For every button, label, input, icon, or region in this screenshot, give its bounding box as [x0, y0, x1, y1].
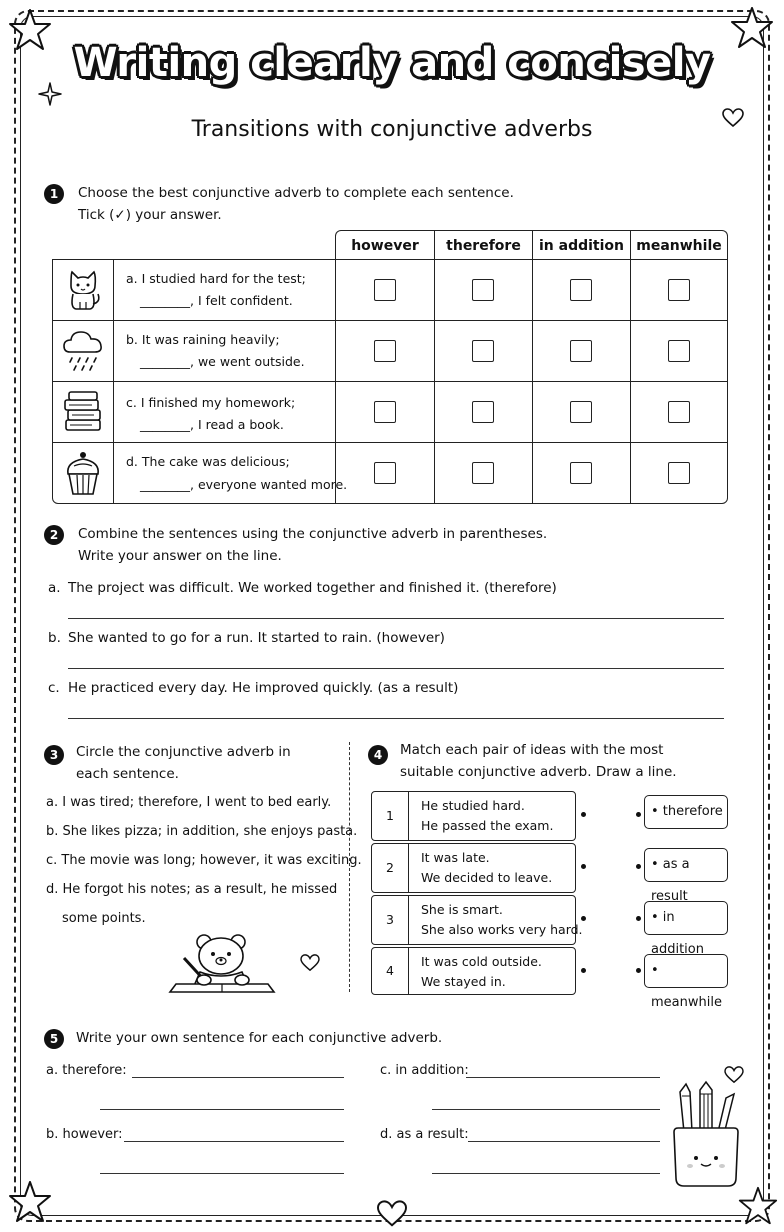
answer-checkbox[interactable] — [472, 340, 494, 362]
adverb-option: • in addition — [644, 901, 728, 935]
answer-checkbox[interactable] — [570, 462, 592, 484]
item-text: The project was difficult. We worked together and finished it. (therefore) — [68, 580, 557, 596]
answer-checkbox[interactable] — [570, 340, 592, 362]
pair-idea: She also works very hard. — [421, 922, 583, 937]
sentence-prompt: b. however: — [46, 1127, 123, 1142]
sentence-prompt: c. in addition: — [380, 1063, 469, 1078]
section-number: 1 — [44, 184, 64, 204]
answer-line[interactable] — [432, 1173, 660, 1174]
section3-instruction-2: each sentence. — [76, 766, 179, 782]
answer-line[interactable] — [124, 1141, 344, 1142]
answer-checkbox[interactable] — [374, 279, 396, 301]
section-number: 2 — [44, 525, 64, 545]
adverb-option: • as a result — [644, 848, 728, 882]
section2-instruction-2: Write your answer on the line. — [78, 548, 282, 564]
sentence-blank: ________, everyone wanted more. — [140, 477, 348, 492]
sentence-text: c. I finished my homework; — [126, 395, 296, 410]
answer-checkbox[interactable] — [472, 462, 494, 484]
sentence-prompt: a. therefore: — [46, 1063, 127, 1078]
pair-divider — [408, 843, 409, 893]
answer-checkbox[interactable] — [570, 401, 592, 423]
adverb-option: • therefore — [644, 795, 728, 829]
sentence-prompt: d. as a result: — [380, 1127, 469, 1142]
cat-icon — [64, 266, 102, 312]
heart-icon — [376, 1200, 408, 1228]
answer-checkbox[interactable] — [668, 340, 690, 362]
answer-line[interactable] — [132, 1077, 344, 1078]
pair-idea: He studied hard. — [421, 798, 525, 813]
rain-cloud-icon — [62, 328, 104, 374]
page-subtitle: Transitions with conjunctive adverbs — [191, 117, 593, 142]
circle-sentence[interactable]: d. He forgot his notes; as a result, he missed — [46, 882, 338, 897]
section-number: 4 — [368, 745, 388, 765]
pair-number: 4 — [386, 963, 394, 978]
section-number: 5 — [44, 1029, 64, 1049]
sentence-blank: ________, I read a book. — [140, 417, 284, 432]
star-icon — [738, 1186, 778, 1226]
answer-line[interactable] — [68, 668, 724, 669]
match-dot[interactable] — [636, 864, 641, 869]
answer-line[interactable] — [432, 1109, 660, 1110]
sentence-text: a. I studied hard for the test; — [126, 271, 306, 286]
pair-divider — [408, 947, 409, 995]
books-icon — [62, 390, 104, 434]
answer-checkbox[interactable] — [472, 279, 494, 301]
table-divider — [113, 259, 114, 504]
section4-instruction-2: suitable conjunctive adverb. Draw a line. — [400, 764, 677, 780]
match-dot[interactable] — [636, 812, 641, 817]
table-divider — [52, 442, 728, 443]
section3-instruction: Circle the conjunctive adverb in — [76, 744, 291, 760]
item-label: a. — [48, 580, 61, 596]
sentence-text: b. It was raining heavily; — [126, 332, 280, 347]
answer-checkbox[interactable] — [374, 401, 396, 423]
match-dot[interactable] — [581, 916, 586, 921]
item-label: c. — [48, 680, 60, 696]
pair-idea: It was late. — [421, 850, 490, 865]
column-header: in addition — [532, 230, 631, 260]
sentence-blank: ________, we went outside. — [140, 354, 305, 369]
table-divider — [532, 259, 533, 504]
section1-instruction: Choose the best conjunctive adverb to complete each sentence. — [78, 185, 514, 201]
bear-writing-icon — [168, 934, 280, 994]
pair-divider — [408, 895, 409, 945]
answer-checkbox[interactable] — [668, 401, 690, 423]
column-header: therefore — [434, 230, 533, 260]
adverb-option: • meanwhile — [644, 954, 728, 988]
table-divider — [335, 259, 336, 504]
section4-instruction: Match each pair of ideas with the most — [400, 742, 664, 758]
circle-sentence[interactable]: c. The movie was long; however, it was exciting. — [46, 853, 362, 868]
item-text: She wanted to go for a run. It started to rain. (however) — [68, 630, 445, 646]
answer-checkbox[interactable] — [374, 462, 396, 484]
section1-instruction-2: Tick (✓) your answer. — [78, 207, 222, 223]
star-icon — [8, 1180, 52, 1224]
section2-instruction: Combine the sentences using the conjunctive adverb in parentheses. — [78, 526, 548, 542]
circle-sentence-cont[interactable]: some points. — [62, 911, 146, 926]
answer-checkbox[interactable] — [668, 462, 690, 484]
section-divider — [349, 742, 350, 992]
table-divider — [52, 381, 728, 382]
answer-line[interactable] — [100, 1109, 344, 1110]
sentence-blank: ________, I felt confident. — [140, 293, 293, 308]
answer-line[interactable] — [468, 1141, 660, 1142]
answer-checkbox[interactable] — [374, 340, 396, 362]
answer-line[interactable] — [68, 718, 724, 719]
answer-checkbox[interactable] — [472, 401, 494, 423]
cupcake-icon — [64, 450, 102, 498]
circle-sentence[interactable]: a. I was tired; therefore, I went to bed early. — [46, 795, 332, 810]
pair-idea: She is smart. — [421, 902, 503, 917]
answer-checkbox[interactable] — [668, 279, 690, 301]
page-title: Writing clearly and concisely — [73, 40, 711, 86]
pair-idea: We stayed in. — [421, 974, 506, 989]
pair-idea: He passed the exam. — [421, 818, 554, 833]
pencil-cup-icon — [670, 1082, 742, 1192]
circle-sentence[interactable]: b. She likes pizza; in addition, she enjoys pasta. — [46, 824, 358, 839]
section-number: 3 — [44, 745, 64, 765]
pair-number: 3 — [386, 912, 394, 927]
column-header: however — [335, 230, 435, 260]
match-dot[interactable] — [636, 968, 641, 973]
match-dot[interactable] — [581, 864, 586, 869]
table-divider — [434, 259, 435, 504]
pair-idea: We decided to leave. — [421, 870, 553, 885]
item-text: He practiced every day. He improved quickly. (as a result) — [68, 680, 459, 696]
pair-number: 1 — [386, 808, 394, 823]
match-dot[interactable] — [581, 812, 586, 817]
pair-idea: It was cold outside. — [421, 954, 542, 969]
sentence-text: d. The cake was delicious; — [126, 454, 290, 469]
answer-checkbox[interactable] — [570, 279, 592, 301]
answer-line[interactable] — [466, 1077, 660, 1078]
match-dot[interactable] — [636, 916, 641, 921]
item-label: b. — [48, 630, 61, 646]
pair-number: 2 — [386, 860, 394, 875]
answer-line[interactable] — [68, 618, 724, 619]
match-dot[interactable] — [581, 968, 586, 973]
table-divider — [630, 259, 631, 504]
pair-divider — [408, 791, 409, 841]
table-divider — [52, 320, 728, 321]
column-header: meanwhile — [630, 230, 728, 260]
section5-instruction: Write your own sentence for each conjunctive adverb. — [76, 1030, 443, 1046]
heart-icon — [300, 954, 320, 972]
answer-line[interactable] — [100, 1173, 344, 1174]
